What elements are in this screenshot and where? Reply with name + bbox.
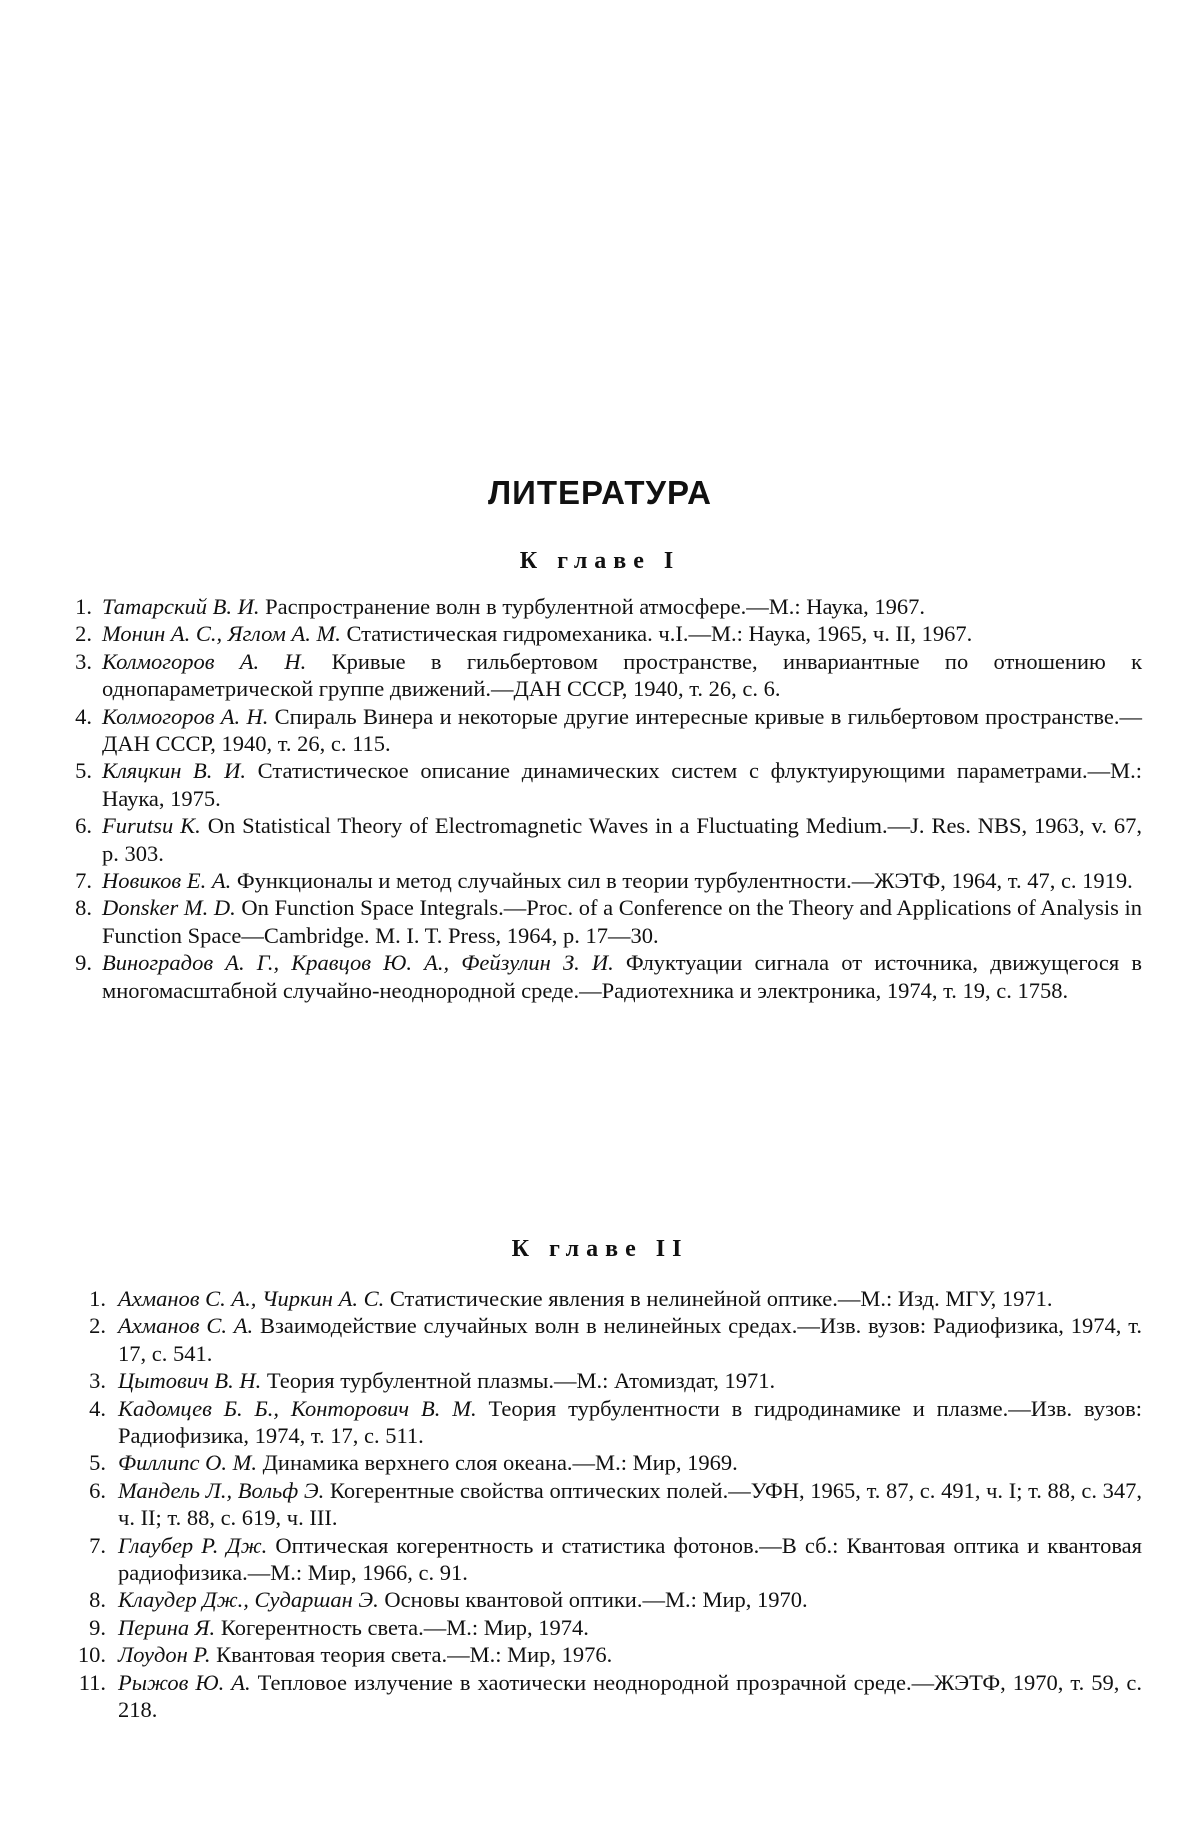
reference-number: 8. (62, 894, 92, 921)
page-title: ЛИТЕРАТУРА (0, 474, 1200, 512)
reference-number: 1. (62, 593, 92, 620)
reference-number: 2. (62, 1312, 106, 1339)
reference-number: 4. (62, 703, 92, 730)
reference-author: Лоудон Р. (118, 1642, 211, 1667)
reference-text: Основы квантовой оптики.—М.: Мир, 1970. (379, 1587, 808, 1612)
reference-text: Квантовая теория света.—М.: Мир, 1976. (211, 1642, 613, 1667)
reference-list-chapter-2 (62, 1285, 1142, 1724)
reference-text: On Function Space Integrals.—Proc. of a Conference on the Theory and Applications of Analysis in Function Space—Cambridge. M. I. T. Press, 1964, p. 17—30. (102, 895, 1142, 947)
reference-author: Новиков Е. А. (102, 868, 231, 893)
reference-number: 10. (62, 1641, 106, 1668)
reference-text: Распространение волн в турбулентной атмосфере.—М.: Наука, 1967. (259, 594, 925, 619)
reference-number: 1. (62, 1285, 106, 1312)
reference-text: Оптическая когерентность и статистика фотонов.—В сб.: Квантовая оптика и квантовая радиофизика.—М.: Мир, 1966, с. 91. (118, 1533, 1142, 1585)
reference-author: Монин А. С., Яглом А. М. (102, 621, 341, 646)
reference-author: Цытович В. Н. (118, 1368, 261, 1393)
reference-text: Теория турбулентной плазмы.—М.: Атомиздат, 1971. (261, 1368, 775, 1393)
reference-text: Когерентность света.—М.: Мир, 1974. (215, 1615, 589, 1640)
reference-number: 2. (62, 620, 92, 647)
reference-number: 7. (62, 867, 92, 894)
reference-author: Рыжов Ю. А. (118, 1670, 251, 1695)
reference-item (62, 593, 1142, 620)
reference-item (62, 648, 1142, 703)
reference-number: 3. (62, 648, 92, 675)
reference-item (62, 1449, 1142, 1476)
reference-item (62, 1614, 1142, 1641)
reference-item (62, 1395, 1142, 1450)
reference-number: 4. (62, 1395, 106, 1422)
section-heading-chapter-2: К главе II (0, 1236, 1200, 1263)
reference-text: Статистическая гидромеханика. ч.I.—М.: Наука, 1965, ч. II, 1967. (341, 621, 972, 646)
reference-text: Взаимодействие случайных волн в нелинейных средах.—Изв. вузов: Радиофизика, 1974, т. 17, с. 541. (118, 1313, 1142, 1365)
reference-number: 11. (62, 1669, 106, 1696)
reference-item (62, 812, 1142, 867)
reference-item (62, 1477, 1142, 1532)
reference-item (62, 1367, 1142, 1394)
reference-item (62, 1532, 1142, 1587)
reference-author: Клаудер Дж., Сударшан Э. (118, 1587, 379, 1612)
reference-number: 3. (62, 1367, 106, 1394)
reference-number: 9. (62, 949, 92, 976)
reference-author: Мандель Л., Вольф Э. (118, 1478, 324, 1503)
reference-item (62, 703, 1142, 758)
reference-number: 6. (62, 812, 92, 839)
reference-item (62, 1669, 1142, 1724)
reference-text: Кривые в гильбертовом пространстве, инвариантные по отношению к однопараметрической группе движений.—ДАН СССР, 1940, т. 26, с. 6. (102, 649, 1142, 701)
reference-list-chapter-1 (62, 593, 1142, 1004)
reference-number: 6. (62, 1477, 106, 1504)
reference-author: Виноградов А. Г., Кравцов Ю. А., Фейзулин З. И. (102, 950, 614, 975)
reference-author: Филлипс О. М. (118, 1450, 257, 1475)
reference-author: Donsker M. D. (102, 895, 236, 920)
reference-author: Кадомцев Б. Б., Конторович В. М. (118, 1396, 477, 1421)
section-heading-chapter-1: К главе I (0, 548, 1200, 575)
reference-item (62, 1586, 1142, 1613)
reference-item (62, 894, 1142, 949)
reference-item (62, 757, 1142, 812)
reference-author: Ахманов С. А., Чиркин А. С. (118, 1286, 384, 1311)
reference-text: Когерентные свойства оптических полей.—УФН, 1965, т. 87, с. 491, ч. I; т. 88, с. 347, ч. II; т. 88, с. 619, ч. III. (118, 1478, 1142, 1530)
reference-item (62, 1312, 1142, 1367)
reference-author: Татарский В. И. (102, 594, 259, 619)
reference-text: Функционалы и метод случайных сил в теории турбулентности.—ЖЭТФ, 1964, т. 47, с. 1919. (231, 868, 1133, 893)
reference-item (62, 620, 1142, 647)
reference-author: Глаубер Р. Дж. (118, 1533, 267, 1558)
reference-author: Кляцкин В. И. (102, 758, 246, 783)
reference-author: Перина Я. (118, 1615, 215, 1640)
reference-text: Теория турбулентности в гидродинамике и плазме.—Изв. вузов: Радиофизика, 1974, т. 17, с. 511. (118, 1396, 1142, 1448)
reference-text: On Statistical Theory of Electromagnetic Waves in a Fluctuating Medium.—J. Res. NBS, 1963, v. 67, p. 303. (102, 813, 1142, 865)
reference-text: Флуктуации сигнала от источника, движущегося в многомасштабной случайно-неоднородной среде.—Радиотехника и электроника, 1974, т. 19, с. 1758. (102, 950, 1142, 1002)
reference-number: 9. (62, 1614, 106, 1641)
reference-item (62, 1285, 1142, 1312)
reference-author: Ахманов С. А. (118, 1313, 253, 1338)
reference-text: Статистические явления в нелинейной оптике.—М.: Изд. МГУ, 1971. (384, 1286, 1052, 1311)
document-page (0, 0, 1200, 1821)
reference-number: 5. (62, 757, 92, 784)
reference-author: Колмогоров А. Н. (102, 704, 268, 729)
reference-author: Furutsu K. (102, 813, 201, 838)
reference-item (62, 867, 1142, 894)
reference-item (62, 1641, 1142, 1668)
reference-item (62, 949, 1142, 1004)
reference-author: Колмогоров А. Н. (102, 649, 306, 674)
reference-text: Тепловое излучение в хаотически неоднородной прозрачной среде.—ЖЭТФ, 1970, т. 59, с. 218. (118, 1670, 1142, 1722)
reference-text: Спираль Винера и некоторые другие интересные кривые в гильбертовом пространстве.—ДАН СССР, 1940, т. 26, с. 115. (102, 704, 1142, 756)
reference-number: 8. (62, 1586, 106, 1613)
reference-number: 5. (62, 1449, 106, 1476)
reference-text: Динамика верхнего слоя океана.—М.: Мир, 1969. (257, 1450, 738, 1475)
reference-number: 7. (62, 1532, 106, 1559)
reference-text: Статистическое описание динамических систем с флуктуирующими параметрами.—М.: Наука, 1975. (102, 758, 1142, 810)
